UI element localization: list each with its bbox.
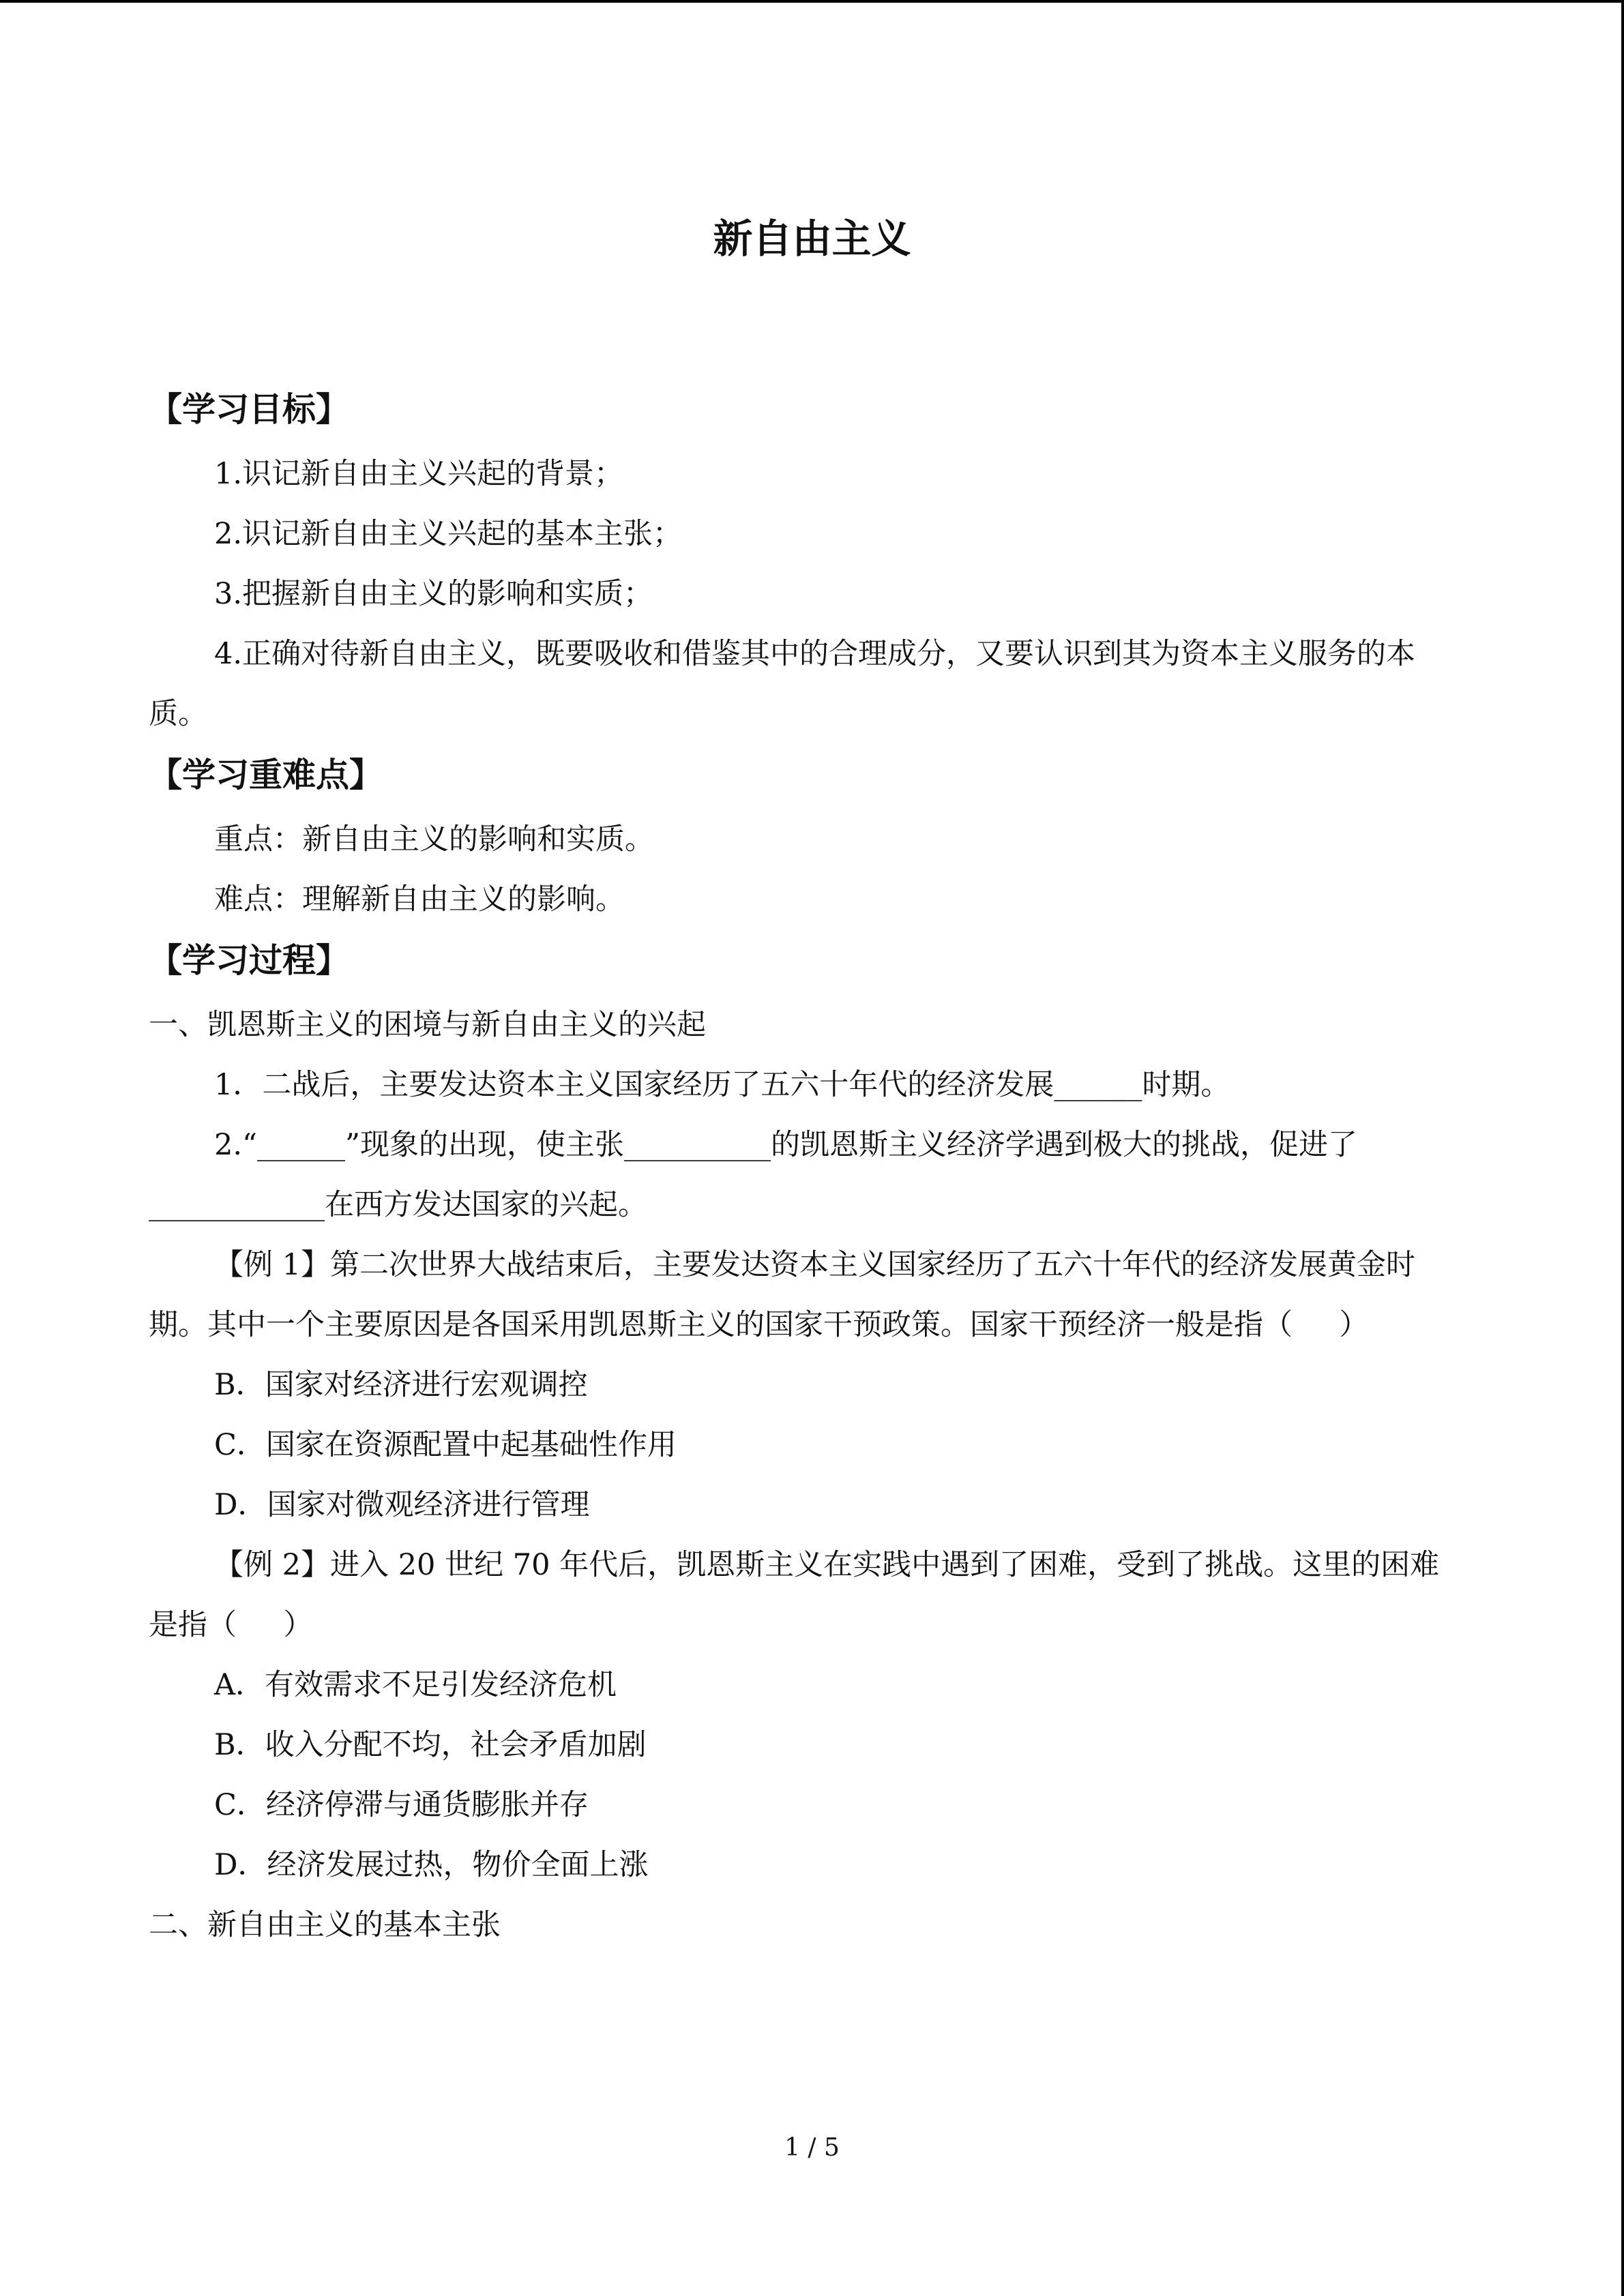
goal-item: 4.正确对待新自由主义，既要吸收和借鉴其中的合理成分，又要认识到其为资本主义服务的本质。 [149,637,1416,731]
example-1-option: D．国家对微观经济进行管理 [214,1488,590,1522]
document-title: 新自由主义 [713,215,911,262]
question-2: 2.“______”现象的出现，使主张__________的凯恩斯主义经济学遇到极大的挑战，促进了____________在西方发达国家的兴起。 [149,1128,1357,1222]
example-2-stem: 【例 2】进入 20 世纪 70 年代后，凯恩斯主义在实践中遇到了困难，受到了挑战。这里的困难是指（ ） [149,1548,1440,1642]
example-1-stem: 【例 1】第二次世界大战结束后，主要发达资本主义国家经历了五六十年代的经济发展黄金时期。其中一个主要原因是各国采用凯恩斯主义的国家干预政策。国家干预经济一般是指（ ） [149,1248,1416,1342]
keypoint-item: 重点：新自由主义的影响和实质。 [214,822,654,856]
section-heading-keypoints: 【学习重难点】 [149,756,383,794]
document-body [149,378,1462,1955]
question-1: 1．二战后，主要发达资本主义国家经历了五六十年代的经济发展______时期。 [214,1068,1230,1102]
example-1-option: C．国家在资源配置中起基础性作用 [214,1428,677,1462]
example-2-option: D．经济发展过热，物价全面上涨 [214,1848,649,1882]
example-2-option: B．收入分配不均，社会矛盾加剧 [214,1728,647,1762]
keypoint-item: 难点：理解新自由主义的影响。 [214,882,625,916]
example-2-option: C．经济停滞与通货膨胀并存 [214,1788,589,1822]
page-number: 1 / 5 [784,2134,840,2162]
section-heading-goals: 【学习目标】 [149,390,350,429]
goal-item: 1.识记新自由主义兴起的背景； [214,457,624,491]
example-1-option: B．国家对经济进行宏观调控 [214,1368,588,1402]
goal-item: 3.把握新自由主义的影响和实质； [214,577,653,611]
goal-item: 2.识记新自由主义兴起的基本主张； [214,517,683,551]
example-2-option: A．有效需求不足引发经济危机 [214,1668,617,1702]
page-right-border [1621,0,1624,2296]
page-top-border [0,0,1624,3]
part-two-title: 二、新自由主义的基本主张 [149,1908,501,1942]
part-one-title: 一、凯恩斯主义的困境与新自由主义的兴起 [149,1008,706,1042]
section-heading-process: 【学习过程】 [149,941,350,980]
